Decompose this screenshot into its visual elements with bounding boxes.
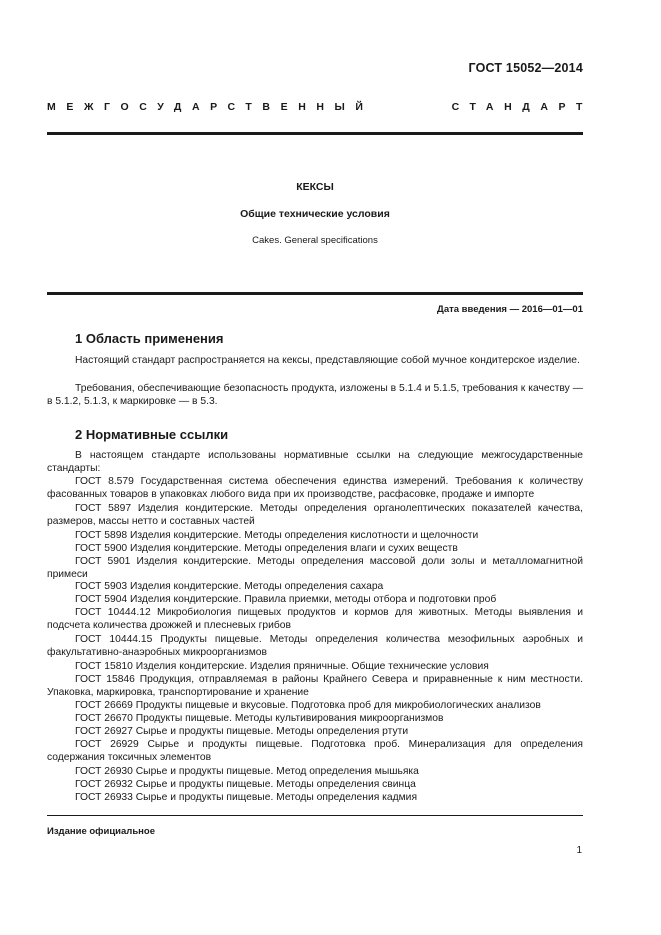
interstate-standard-banner — [47, 101, 593, 113]
standard-word: СТАНДАРТ — [451, 101, 593, 113]
footer-rule — [47, 815, 583, 816]
introduction-date: Дата введения — 2016—01—01 — [437, 304, 583, 315]
reference-item: ГОСТ 5900 Изделия кондитерские. Методы определения влаги и сухих веществ — [75, 543, 458, 554]
reference-item: ГОСТ 26927 Сырье и продукты пищевые. Методы определения ртути — [75, 726, 409, 737]
reference-item: ГОСТ 5903 Изделия кондитерские. Методы определения сахара — [75, 581, 384, 592]
section-2-intro: В настоящем стандарте использованы нормативные ссылки на следующие межгосударственные стандарты: — [47, 450, 583, 475]
header-rule — [47, 132, 583, 135]
standard-code: ГОСТ 15052—2014 — [468, 61, 583, 75]
reference-item: ГОСТ 8.579 Государственная система обеспечения единства измерений. Требования к количеству фасованных товаров в упаковках любого вида при их производстве, расфасовке, продаже и импорте — [47, 476, 583, 501]
reference-item: ГОСТ 10444.12 Микробиология пищевых продуктов и кормов для животных. Методы выявления и подсчета количества дрожжей и плесневых грибов — [47, 607, 583, 632]
reference-item: ГОСТ 26669 Продукты пищевые и вкусовые. Подготовка проб для микробиологических анализов — [75, 700, 541, 711]
reference-item: ГОСТ 15846 Продукция, отправляемая в районы Крайнего Севера и приравненные к ним местности. Упаковка, маркировка, транспортирование и хранение — [47, 674, 583, 699]
reference-item: ГОСТ 5897 Изделия кондитерские. Методы определения органолептических показателей качества, размеров, массы нетто и составных частей — [47, 503, 583, 528]
reference-item: ГОСТ 26930 Сырье и продукты пищевые. Метод определения мышьяка — [75, 766, 419, 777]
reference-item: ГОСТ 5898 Изделия кондитерские. Методы определения кислотности и щелочности — [75, 530, 479, 541]
reference-item: ГОСТ 26929 Сырье и продукты пищевые. Подготовка проб. Минерализация для определения содержания токсичных элементов — [47, 739, 583, 764]
english-title: Cakes. General specifications — [252, 235, 378, 246]
interstate-word: МЕЖГОСУДАРСТВЕННЫЙ — [47, 101, 374, 113]
reference-item: ГОСТ 26933 Сырье и продукты пищевые. Методы определения кадмия — [75, 792, 418, 803]
title-rule — [47, 292, 583, 295]
reference-item: ГОСТ 26670 Продукты пищевые. Методы культивирования микроорганизмов — [75, 713, 444, 724]
section-1-paragraph: Требования, обеспечивающие безопасность продукта, изложены в 5.1.4 и 5.1.5, требования к качеству — в 5.1.2, 5.1.3, к маркировке — в 5.3. — [47, 383, 583, 408]
document-subtitle: Общие технические условия — [240, 208, 390, 220]
reference-item: ГОСТ 26932 Сырье и продукты пищевые. Методы определения свинца — [75, 779, 416, 790]
section-1-heading: 1 Область применения — [75, 331, 224, 346]
section-2-heading: 2 Нормативные ссылки — [75, 427, 229, 442]
document-title: КЕКСЫ — [296, 181, 334, 193]
page-number: 1 — [576, 845, 582, 856]
reference-item: ГОСТ 10444.15 Продукты пищевые. Методы определения количества мезофильных аэробных и факультативно-анаэробных микроорганизмов — [47, 634, 583, 659]
section-1-paragraph: Настоящий стандарт распространяется на кексы, представляющие собой мучное кондитерское изделие. — [75, 355, 580, 366]
reference-item: ГОСТ 15810 Изделия кондитерские. Изделия пряничные. Общие технические условия — [75, 661, 489, 672]
reference-item: ГОСТ 5904 Изделия кондитерские. Правила приемки, методы отбора и подготовки проб — [75, 594, 497, 605]
reference-item: ГОСТ 5901 Изделия кондитерские. Методы определения массовой доли золы и металломагнитной примеси — [47, 556, 583, 581]
official-edition-label: Издание официальное — [47, 826, 155, 837]
